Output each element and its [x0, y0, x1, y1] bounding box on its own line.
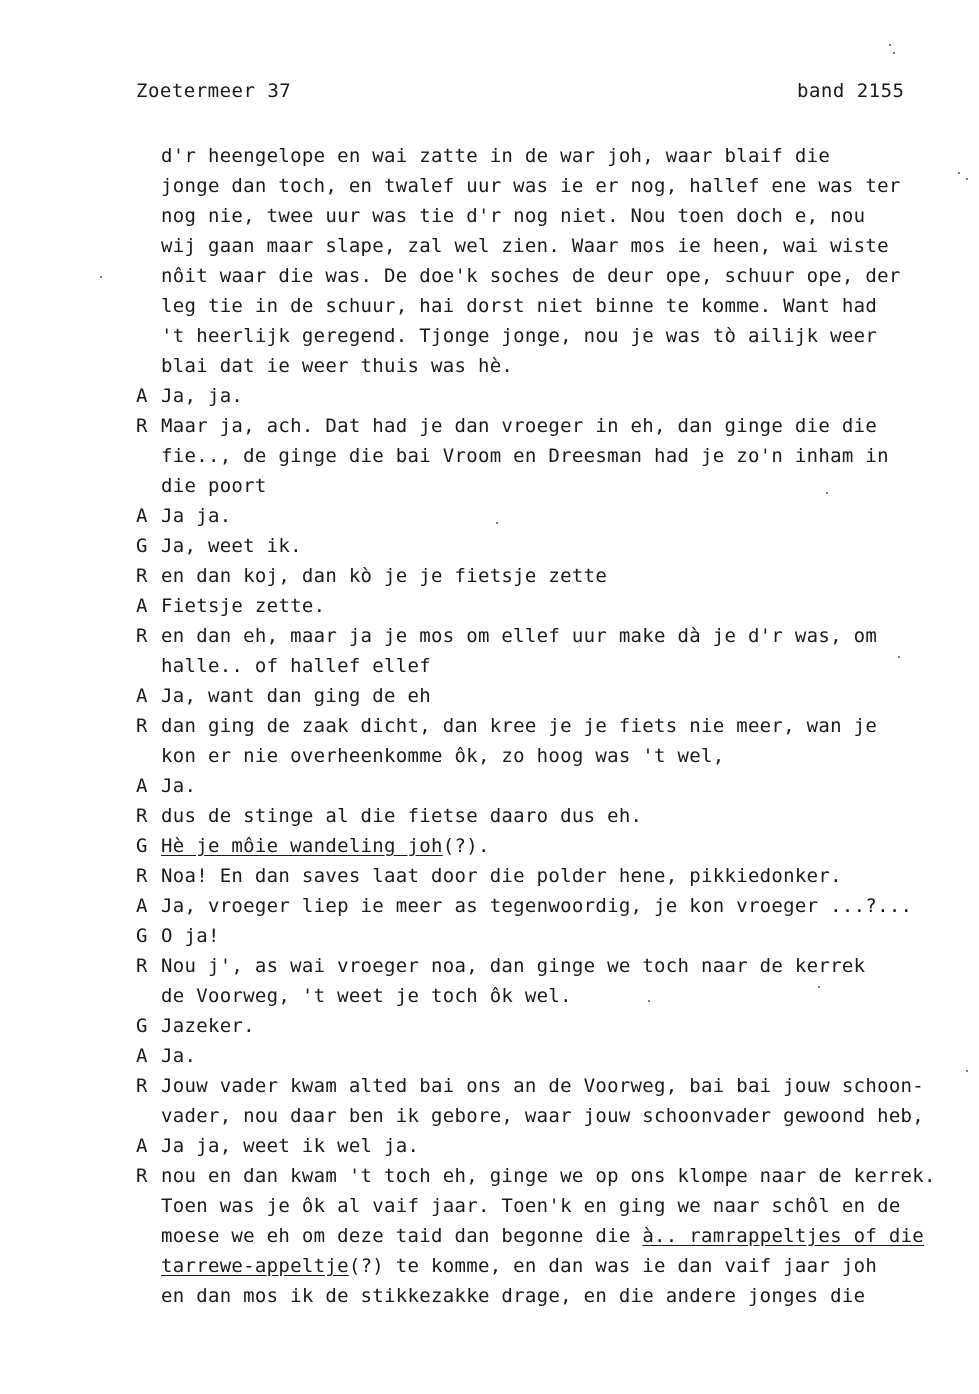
plain-text: Ja.	[161, 1045, 197, 1067]
transcript-line	[136, 1281, 976, 1311]
line-text	[161, 141, 830, 171]
plain-text: Noa! En dan saves laat door die polder hene, pikkiedonker.	[161, 865, 842, 887]
line-text	[161, 1011, 255, 1041]
transcript-line	[136, 951, 976, 981]
scan-speck	[818, 986, 820, 988]
speaker-label: R	[136, 715, 148, 737]
plain-text: Jazeker.	[161, 1015, 255, 1037]
line-text	[161, 711, 877, 741]
line-text	[161, 741, 724, 771]
line-text	[161, 651, 431, 681]
plain-text: Fietsje zette.	[161, 595, 326, 617]
scan-speck	[958, 172, 960, 174]
plain-text: kon er nie overheenkomme ôk, zo hoog was 't wel,	[161, 745, 725, 767]
speaker-label: A	[136, 1045, 148, 1067]
transcript-line	[136, 291, 976, 321]
underlined-text: Hè je môie wandeling joh	[161, 835, 443, 857]
line-text	[161, 681, 431, 711]
transcript-line	[136, 891, 976, 921]
transcript-line	[136, 741, 976, 771]
speaker-label: A	[136, 595, 148, 617]
transcript-line	[136, 711, 976, 741]
line-text	[161, 231, 889, 261]
speaker-label: G	[136, 835, 148, 857]
speaker-label: A	[136, 505, 148, 527]
transcript-line	[136, 1041, 976, 1071]
plain-text: d'r heengelope en wai zatte in de war joh, waar blaif die	[161, 145, 831, 167]
speaker-label: A	[136, 895, 148, 917]
line-text	[161, 291, 877, 321]
line-text	[161, 891, 912, 921]
transcript-line	[136, 831, 976, 861]
scan-speck	[966, 178, 968, 180]
plain-text: Maar ja, ach. Dat had je dan vroeger in eh, dan ginge die die	[161, 415, 878, 437]
speaker-label: A	[136, 775, 148, 797]
line-text	[161, 831, 490, 861]
plain-text: dan ging de zaak dicht, dan kree je je fiets nie meer, wan je	[161, 715, 878, 737]
speaker-label: R	[136, 1165, 148, 1187]
transcript-body	[136, 141, 976, 1311]
line-text	[161, 1281, 865, 1311]
speaker-label: R	[136, 625, 148, 647]
scan-speck	[826, 492, 828, 494]
transcript-line	[136, 561, 976, 591]
plain-text: dus de stinge al die fietse daaro dus eh.	[161, 805, 643, 827]
plain-text: de Voorweg, 't weet je toch ôk wel.	[161, 985, 572, 1007]
plain-text: nog nie, twee uur was tie d'r nog niet. Nou toen doch e, nou	[161, 205, 866, 227]
transcript-line	[136, 441, 976, 471]
transcript-line	[136, 1101, 976, 1131]
line-text	[161, 171, 901, 201]
plain-text: Nou j', as wai vroeger noa, dan ginge we toch naar de kerrek	[161, 955, 866, 977]
transcript-line	[136, 1011, 976, 1041]
scan-speck	[893, 52, 895, 54]
scan-speck	[889, 44, 891, 46]
transcript-line	[136, 1161, 976, 1191]
plain-text: jonge dan toch, en twalef uur was ie er nog, hallef ene was ter	[161, 175, 901, 197]
transcript-line	[136, 1221, 976, 1251]
plain-text: Ja, weet ik.	[161, 535, 302, 557]
plain-text: fie.., de ginge die bai Vroom en Dreesman had je zo'n inham in	[161, 445, 889, 467]
plain-text: (?).	[442, 835, 490, 857]
speaker-label: G	[136, 535, 148, 557]
plain-text: die poort	[161, 475, 267, 497]
header-band-number: band 2155	[797, 80, 905, 102]
transcript-line	[136, 801, 976, 831]
line-text	[161, 921, 220, 951]
transcript-line	[136, 1191, 976, 1221]
scan-speck	[648, 1000, 650, 1002]
transcript-line	[136, 171, 976, 201]
speaker-label: R	[136, 1075, 148, 1097]
speaker-label: A	[136, 685, 148, 707]
scan-speck	[100, 276, 102, 278]
scan-speck	[496, 522, 498, 524]
line-text	[161, 261, 901, 291]
speaker-label: R	[136, 565, 148, 587]
scan-speck	[898, 656, 900, 658]
line-text	[161, 1071, 924, 1101]
line-text	[161, 441, 889, 471]
transcript-line	[136, 651, 976, 681]
plain-text: en dan eh, maar ja je mos om ellef uur make dà je d'r was, om	[161, 625, 878, 647]
speaker-label: R	[136, 955, 148, 977]
plain-text: O ja!	[161, 925, 220, 947]
line-text	[161, 771, 196, 801]
speaker-label: A	[136, 1135, 148, 1157]
transcript-line	[136, 1131, 976, 1161]
line-text	[161, 501, 231, 531]
line-text	[161, 1101, 924, 1131]
plain-text: nôit waar die was. De doe'k soches de deur ope, schuur ope, der	[161, 265, 901, 287]
plain-text: Ja ja, weet ik wel ja.	[161, 1135, 420, 1157]
transcript-line	[136, 231, 976, 261]
line-text	[161, 321, 877, 351]
transcript-line	[136, 411, 976, 441]
plain-text: moese we eh om deze taid dan begonne die	[161, 1225, 643, 1247]
line-text	[161, 1191, 901, 1221]
transcript-line	[136, 261, 976, 291]
plain-text: Ja, vroeger liep ie meer as tegenwoordig, je kon vroeger ...?...	[161, 895, 913, 917]
plain-text: Ja, ja.	[161, 385, 244, 407]
header-location: Zoetermeer 37	[136, 80, 292, 102]
plain-text: vader, nou daar ben ik gebore, waar jouw schoonvader gewoond heb,	[161, 1105, 925, 1127]
line-text	[161, 1251, 877, 1281]
plain-text: Toen was je ôk al vaif jaar. Toen'k en ging we naar schôl en de	[161, 1195, 901, 1217]
plain-text: en dan mos ik de stikkezakke drage, en die andere jonges die	[161, 1285, 866, 1307]
plain-text: wij gaan maar slape, zal wel zien. Waar mos ie heen, wai wiste	[161, 235, 889, 257]
transcript-line	[136, 591, 976, 621]
transcript-line	[136, 501, 976, 531]
plain-text: 't heerlijk geregend. Tjonge jonge, nou je was tò ailijk weer	[161, 325, 878, 347]
line-text	[161, 1221, 924, 1251]
line-text	[161, 1131, 419, 1161]
transcript-line	[136, 1071, 976, 1101]
line-text	[161, 351, 513, 381]
plain-text: Ja, want dan ging de eh	[161, 685, 431, 707]
plain-text: Ja.	[161, 775, 197, 797]
transcript-line	[136, 861, 976, 891]
plain-text: nou en dan kwam 't toch eh, ginge we op ons klompe naar de kerrek.	[161, 1165, 936, 1187]
transcript-line	[136, 921, 976, 951]
speaker-label: G	[136, 1015, 148, 1037]
scan-speck	[966, 1070, 968, 1072]
line-text	[161, 621, 877, 651]
speaker-label: G	[136, 925, 148, 947]
plain-text: halle.. of hallef ellef	[161, 655, 431, 677]
plain-text: blai dat ie weer thuis was hè.	[161, 355, 514, 377]
transcript-line	[136, 621, 976, 651]
line-text	[161, 591, 325, 621]
transcript-line	[136, 981, 976, 1011]
plain-text: leg tie in de schuur, hai dorst niet binne te komme. Want had	[161, 295, 878, 317]
line-text	[161, 561, 607, 591]
transcript-line	[136, 531, 976, 561]
line-text	[161, 411, 877, 441]
speaker-label: A	[136, 385, 148, 407]
transcript-line	[136, 141, 976, 171]
line-text	[161, 1041, 196, 1071]
transcript-line	[136, 681, 976, 711]
plain-text: en dan koj, dan kò je je fietsje zette	[161, 565, 608, 587]
underlined-text: tarrewe-appeltje	[161, 1255, 349, 1277]
transcript-line	[136, 321, 976, 351]
plain-text: Ja ja.	[161, 505, 232, 527]
line-text	[161, 201, 865, 231]
transcript-line	[136, 381, 976, 411]
transcript-line	[136, 351, 976, 381]
line-text	[161, 981, 572, 1011]
line-text	[161, 1161, 936, 1191]
line-text	[161, 471, 267, 501]
underlined-text: à.. ramrappeltjes of die	[642, 1225, 925, 1247]
speaker-label: R	[136, 805, 148, 827]
transcript-line	[136, 771, 976, 801]
speaker-label: R	[136, 865, 148, 887]
line-text	[161, 951, 865, 981]
plain-text: (?) te komme, en dan was ie dan vaif jaar joh	[348, 1255, 878, 1277]
transcript-line	[136, 471, 976, 501]
transcript-line	[136, 1251, 976, 1281]
speaker-label: R	[136, 415, 148, 437]
line-text	[161, 531, 302, 561]
line-text	[161, 381, 243, 411]
transcript-line	[136, 201, 976, 231]
plain-text: Jouw vader kwam alted bai ons an de Voorweg, bai bai jouw schoon-	[161, 1075, 925, 1097]
line-text	[161, 801, 642, 831]
line-text	[161, 861, 842, 891]
